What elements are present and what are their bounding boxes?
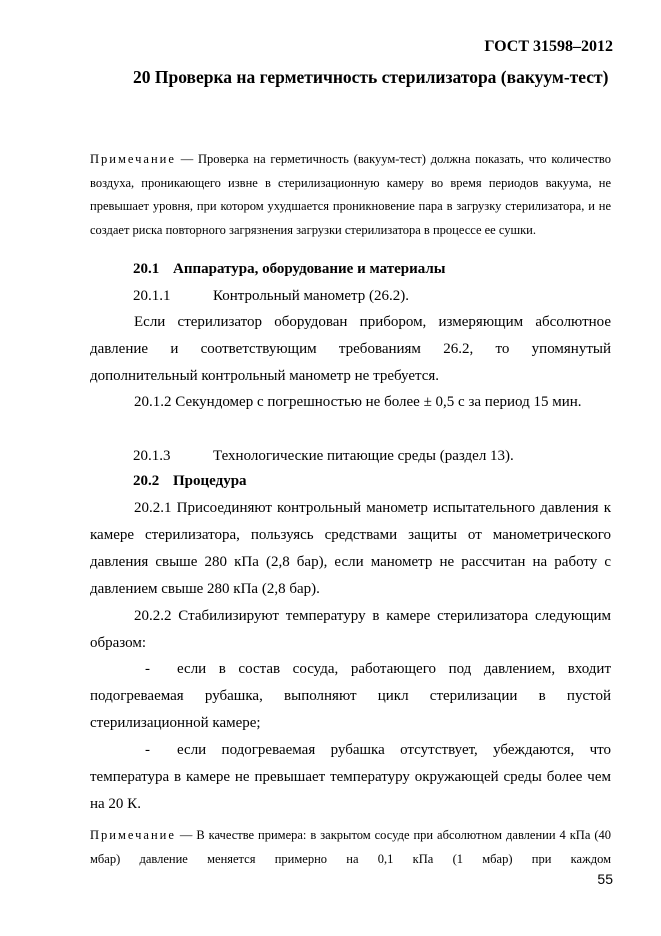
paragraph-20-1-1 (90, 309, 611, 390)
dash-item-1 (90, 656, 611, 737)
note-2 (90, 824, 611, 871)
note-1 (90, 148, 611, 242)
item-text: 20.2.1 Присоединяют контрольный манометр испытательного давления к камере стерилизатора, пользуясь средствами защиты от манометрического давления свыше 280 кПа (2,8 бар), если манометр не рассчитан на работу с давлением свыше 280 кПа (2,8 бар). (90, 500, 611, 597)
subsection-heading-20-2 (133, 468, 247, 495)
dash-marker: - (145, 661, 150, 677)
paragraph-text: Если стерилизатор оборудован прибором, измеряющим абсолютное давление и соответствующим требованиям 26.2, то упомянутый дополнительный контрольный манометр не требуется. (90, 314, 611, 384)
item-text: Контрольный манометр (26.2). (213, 288, 409, 304)
item-20-1-3 (133, 443, 514, 470)
subsection-title: Процедура (173, 473, 247, 489)
section-title: 20 Проверка на герметичность стерилизатора (вакуум-тест) (133, 67, 609, 87)
note-label: Примечание (90, 828, 176, 842)
subsection-number: 20.1 (133, 261, 160, 277)
dash-item-text: если в состав сосуда, работающего под давлением, входит подогреваемая рубашка, выполняют цикл стерилизации в пустой стерилизационной камере; (90, 661, 611, 731)
item-20-2-1 (90, 495, 611, 603)
item-20-1-1 (133, 283, 409, 310)
subsection-number: 20.2 (133, 473, 160, 489)
note-text: — Проверка на герметичность (вакуум-тест) должна показать, что количество воздуха, проникающего извне в стерилизационную камеру во время периодов вакуума, не превышает уровня, при котором ухудшается проникновение пара в загрузку стерилизатора, и не создает риска повторного загрязнения загрузки стерилизатора в процессе ее сушки. (90, 152, 611, 237)
document-code: ГОСТ 31598–2012 (484, 38, 613, 55)
note-text: — В качестве примера: в закрытом сосуде при абсолютном давлении 4 кПа (40 мбар) давление меняется примерно на 0,1 кПа (1 мбар) при каждом (90, 828, 611, 866)
subsection-heading-20-1 (133, 256, 445, 283)
note-label: Примечание (90, 152, 176, 166)
item-number: 20.1.1 (133, 288, 171, 304)
item-20-2-2 (90, 603, 611, 657)
item-text: Технологические питающие среды (раздел 13). (213, 448, 514, 464)
dash-marker: - (145, 742, 150, 758)
item-text: 20.2.2 Стабилизируют температуру в камере стерилизатора следующим образом: (90, 608, 611, 651)
subsection-title: Аппаратура, оборудование и материалы (173, 261, 446, 277)
item-number: 20.1.3 (133, 448, 171, 464)
item-text: 20.1.2 Секундомер с погрешностью не более ± 0,5 с за период 15 мин. (134, 394, 582, 410)
page-number: 55 (597, 871, 613, 887)
dash-item-text: если подогреваемая рубашка отсутствует, убеждаются, что температура в камере не превышает температуру окружающей среды более чем на 20 К. (90, 742, 611, 812)
dash-item-2 (90, 737, 611, 818)
item-20-1-2 (90, 389, 611, 416)
